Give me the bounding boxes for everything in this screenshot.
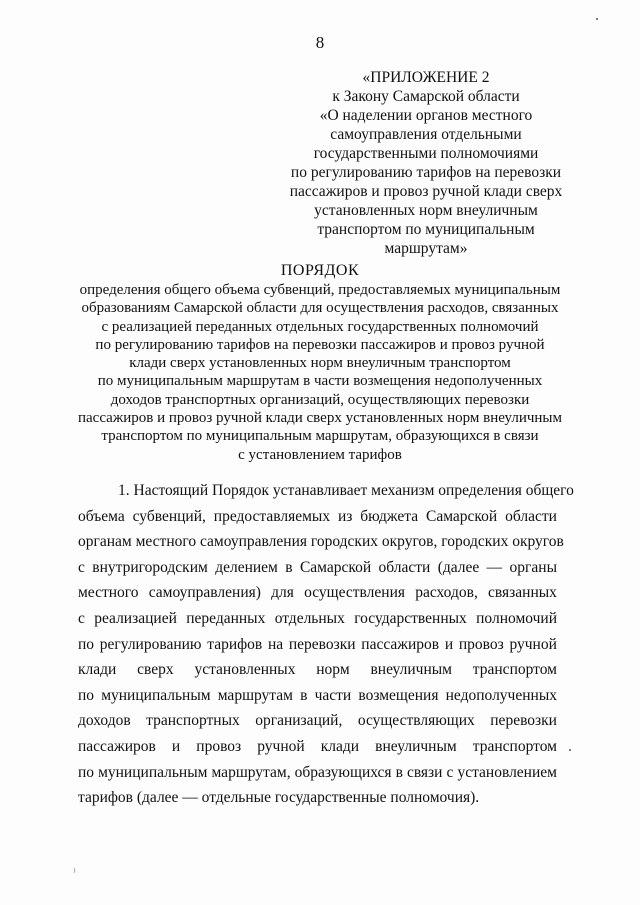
- paragraph-word: маршрутам,: [211, 763, 291, 781]
- paragraph-word: и: [171, 737, 181, 755]
- subtitle-line: с реализацией переданных отдельных государственных полномочий: [101, 318, 539, 335]
- paragraph-word: делением: [215, 558, 278, 576]
- paragraph-word: тарифов (далее — отдельные государственные полномочия).: [78, 789, 480, 807]
- paragraph-word: транспортом: [472, 737, 557, 755]
- appendix-header: [288, 68, 564, 258]
- paragraph-word: по: [78, 635, 95, 653]
- paragraph-word: провоз: [196, 737, 242, 755]
- paragraph-line: [78, 785, 557, 811]
- paragraph-word: образующихся: [294, 763, 392, 781]
- paragraph-word: муниципальным: [98, 763, 208, 781]
- paragraph-word: перевозки: [490, 712, 557, 730]
- paragraph-word: органы: [509, 558, 557, 576]
- appendix-line: маршрутам»: [384, 240, 468, 257]
- paragraph-line: [78, 606, 557, 632]
- paragraph-word: установленных: [194, 661, 296, 679]
- paragraph-word: из: [337, 507, 353, 525]
- paragraph-word: самоуправления): [148, 584, 261, 602]
- paragraph-word: части: [314, 686, 352, 704]
- paragraph-word: (далее: [437, 558, 480, 576]
- scan-dot: [569, 749, 571, 751]
- paragraph-word: с: [78, 609, 85, 627]
- paragraph-word: пассажиров: [361, 635, 440, 653]
- paragraph-word: субвенций,: [132, 507, 206, 525]
- paragraph-word: муниципальным: [101, 686, 211, 704]
- page-number: 8: [315, 33, 325, 52]
- paragraph-word: полномочий: [476, 609, 557, 627]
- paragraph-word: транспортных: [146, 712, 240, 730]
- paragraph-line: [78, 504, 557, 530]
- paragraph-line: [78, 657, 557, 683]
- paragraph-word: 1. Настоящий Порядок устанавливает механизм определения общего: [118, 482, 574, 499]
- paragraph-word: связи: [406, 763, 443, 781]
- paragraph-word: пассажиров: [78, 737, 156, 755]
- paragraph-word: осуществляющих: [357, 712, 475, 730]
- paragraph-word: возмещения: [358, 686, 439, 704]
- appendix-line: государственными полномочиями: [313, 145, 539, 162]
- paragraph-word: норм: [316, 661, 350, 679]
- appendix-line: пассажиров и провоз ручной клади сверх: [289, 183, 563, 200]
- subtitle-line: образованиям Самарской области для осуществления расходов, связанных: [81, 300, 559, 317]
- subtitle-line: транспортом по муниципальным маршрутам, образующихся в связи: [101, 428, 539, 445]
- paragraph-word: недополученных: [445, 686, 557, 704]
- paragraph-word: бюджета: [360, 507, 419, 525]
- paragraph-line: [78, 708, 557, 734]
- paragraph-line: [78, 580, 557, 606]
- paragraph-word: по: [78, 763, 95, 781]
- paragraph-word: Самарской: [425, 507, 498, 525]
- paragraph-word: Самарской: [299, 558, 372, 576]
- paragraph-word: —: [486, 558, 503, 576]
- paragraph-word: установлением: [457, 763, 557, 781]
- paragraph-word: клади: [320, 737, 360, 755]
- paragraph-word: внеуличным: [375, 737, 457, 755]
- paragraph-word: расходов,: [415, 584, 478, 602]
- paragraph-word: провоз: [458, 635, 504, 653]
- paragraph-word: области: [505, 507, 557, 525]
- paragraph-word: государственных: [354, 609, 467, 627]
- paragraph-word: по: [78, 686, 95, 704]
- subtitle-line: по регулированию тарифов на перевозки пассажиров и провоз ручной: [95, 336, 545, 353]
- appendix-line: по регулированию тарифов на перевозки: [290, 164, 562, 181]
- subtitle-line: клади сверх установленных норм внеуличным транспортом: [129, 355, 511, 372]
- paragraph-word: с: [446, 763, 454, 781]
- paragraph-word: отдельных: [274, 609, 345, 627]
- paragraph-word: и: [444, 635, 454, 653]
- paragraph-word: тарифов: [207, 635, 263, 653]
- appendix-line: установленных норм внеуличным: [314, 202, 538, 219]
- paragraph-word: клади: [78, 661, 117, 679]
- paragraph-word: маршрутам: [217, 686, 293, 704]
- paragraph-word: осуществления: [304, 584, 405, 602]
- paragraph-word: в: [285, 558, 293, 576]
- appendix-line: транспортом по муниципальным: [317, 221, 535, 238]
- paragraph-line: [78, 632, 557, 658]
- paragraph-word: органам местного самоуправления городских округов, городских округов: [78, 533, 564, 551]
- paragraph-word: в: [395, 763, 403, 781]
- paragraph-word: внеуличным: [370, 661, 452, 679]
- appendix-line: «ПРИЛОЖЕНИЕ 2: [362, 69, 490, 86]
- paragraph-word: в: [300, 686, 308, 704]
- paragraph-word: транспортом: [472, 661, 557, 679]
- paragraph-line: [78, 478, 574, 504]
- paragraph-word: сверх: [137, 661, 174, 679]
- paragraph-word: с: [78, 558, 85, 576]
- paragraph-word: на: [267, 635, 284, 653]
- subtitle-line: по муниципальным маршрутам в части возмещения недополученных: [97, 373, 543, 390]
- document-title: ПОРЯДОК: [280, 262, 360, 279]
- subtitle-line: пассажиров и провоз ручной клади сверх установленных норм внеуличным: [78, 410, 562, 427]
- paragraph-word: области: [378, 558, 431, 576]
- paragraph-word: доходов: [78, 712, 131, 730]
- appendix-line: «О наделении органов местного: [319, 107, 533, 124]
- appendix-line: самоуправления отдельными: [330, 126, 522, 143]
- scan-mark-icon: ⁾: [73, 867, 76, 879]
- scan-dot: [596, 18, 598, 20]
- appendix-line: к Закону Самарской области: [332, 88, 520, 105]
- paragraph-word: ручной: [509, 635, 557, 653]
- paragraph-word: объема: [78, 507, 125, 525]
- document-subtitle: [60, 281, 580, 464]
- paragraph-word: для: [271, 584, 294, 602]
- paragraph-word: реализацией: [94, 609, 177, 627]
- paragraph-word: предоставляемых: [213, 507, 331, 525]
- paragraph-line: [78, 529, 564, 555]
- paragraph-line: [78, 760, 557, 786]
- paragraph-word: перевозки: [288, 635, 356, 653]
- paragraph-line: [78, 734, 557, 760]
- paragraph-word: переданных: [186, 609, 266, 627]
- subtitle-line: доходов транспортных организаций, осуществляющих перевозки: [110, 391, 530, 408]
- paragraph-word: местного: [78, 584, 139, 602]
- paragraph-word: связанных: [488, 584, 557, 602]
- paragraph-1: [78, 478, 574, 811]
- paragraph-line: [78, 555, 557, 581]
- subtitle-line: определения общего объема субвенций, предоставляемых муниципальным: [79, 282, 561, 298]
- subtitle-line: с установлением тарифов: [238, 446, 402, 463]
- paragraph-word: регулированию: [99, 635, 202, 653]
- paragraph-word: организаций,: [255, 712, 343, 730]
- paragraph-word: внутригородским: [92, 558, 208, 576]
- paragraph-line: [78, 683, 557, 709]
- paragraph-word: ручной: [257, 737, 305, 755]
